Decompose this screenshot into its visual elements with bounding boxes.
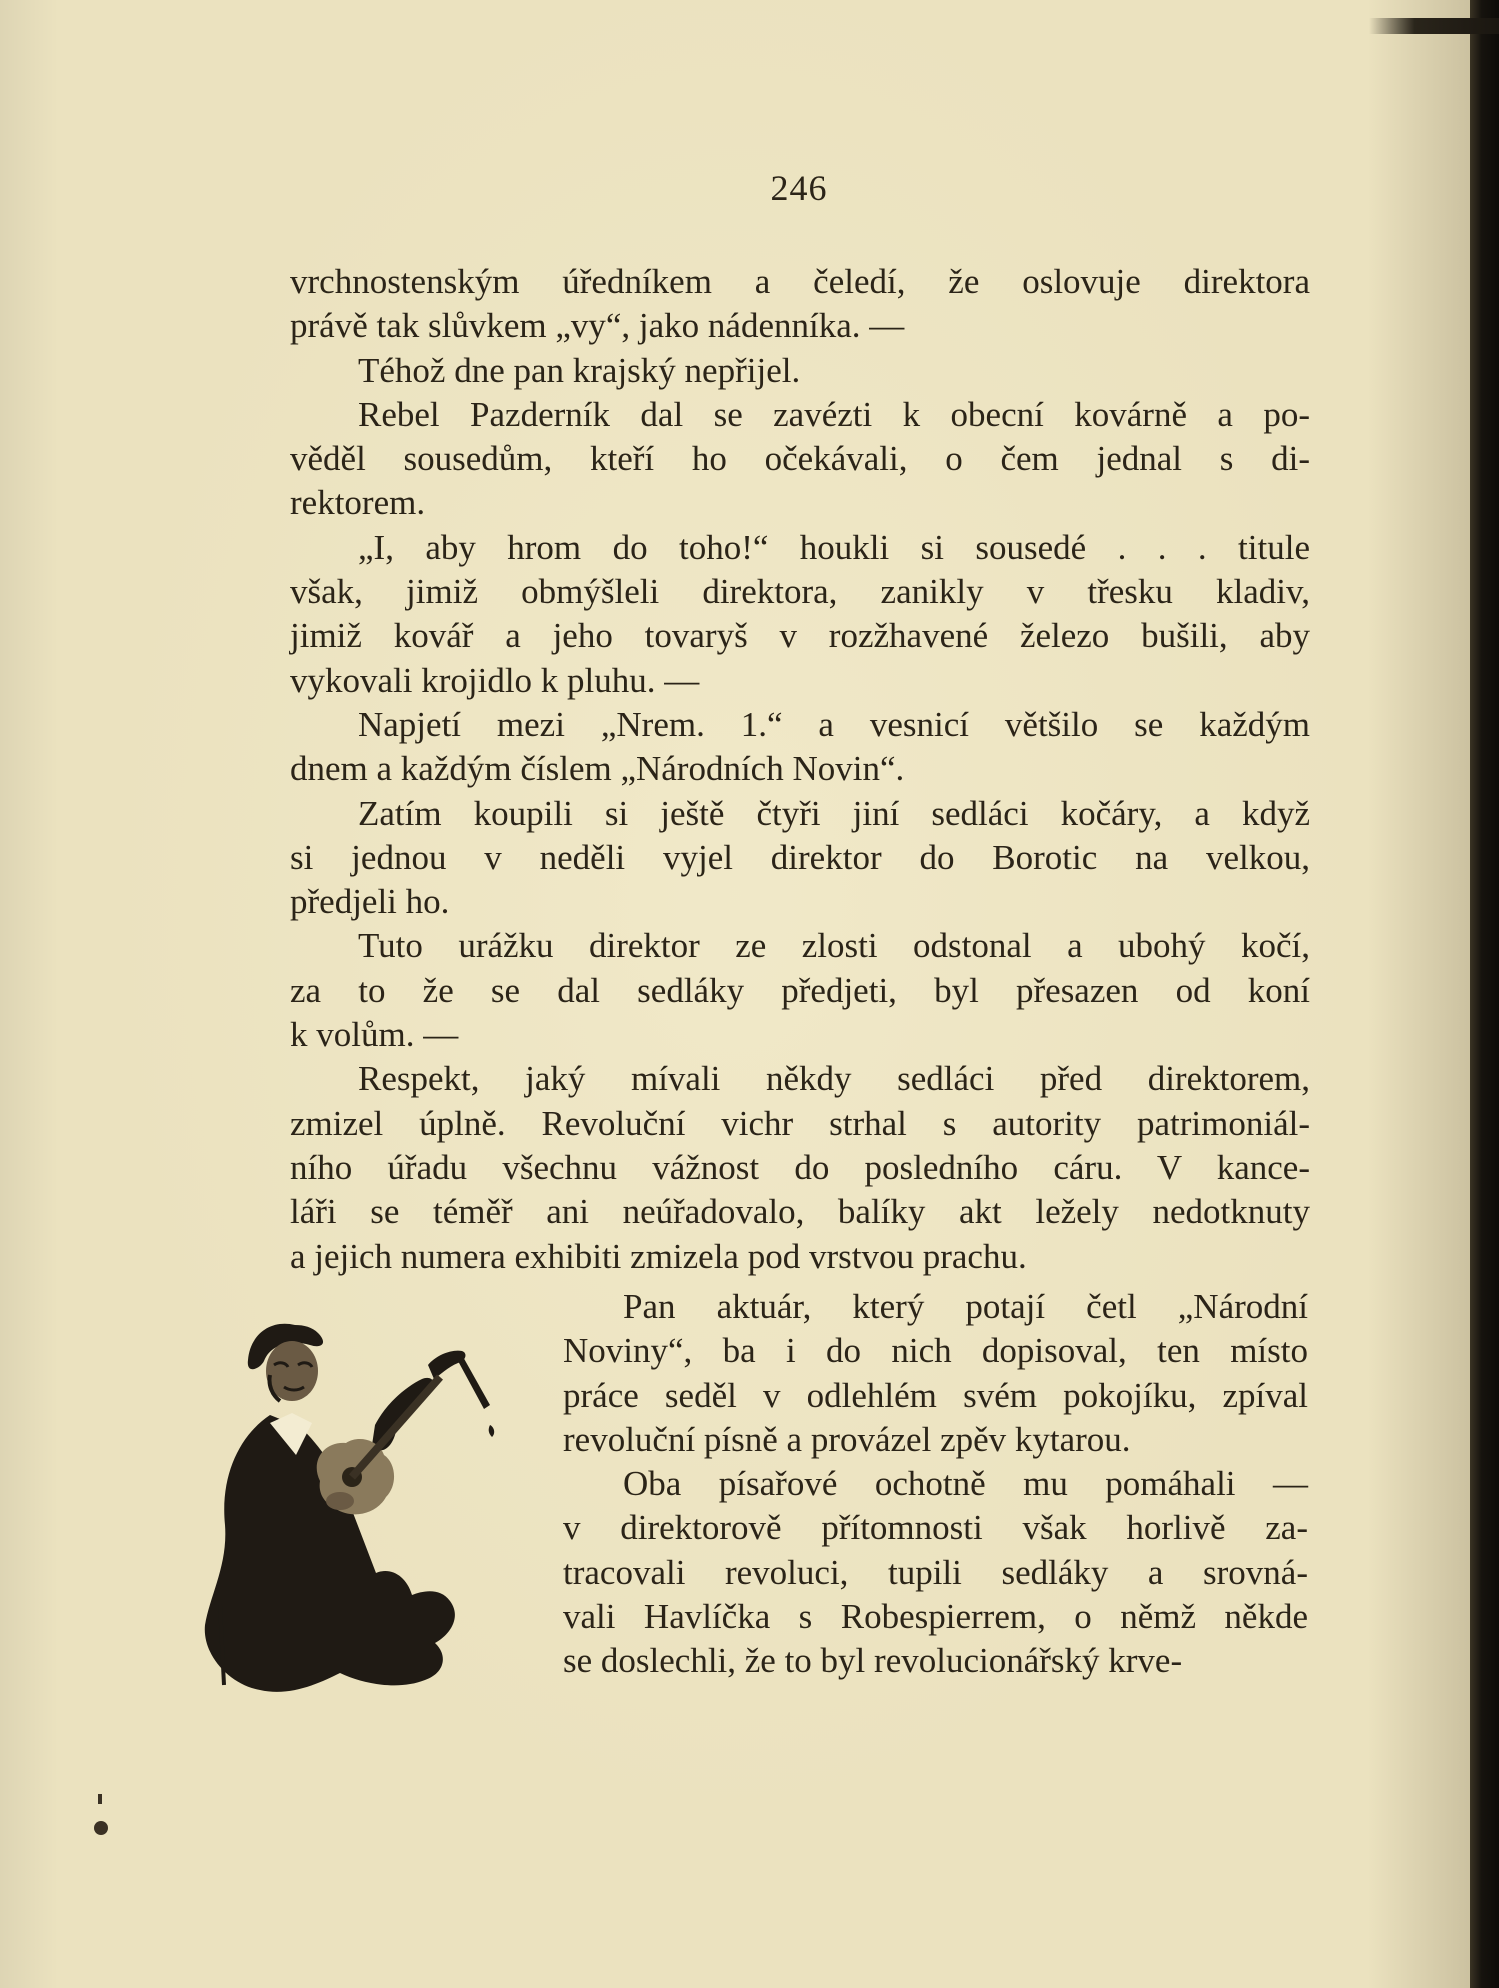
text-line: Rebel Pazderník dal se zavézti k obecní kovárně a po- (358, 394, 1310, 434)
text-line: v direktorově přítomnosti však horlivě za- (563, 1508, 1308, 1548)
text-line: a jejich numera exhibiti zmizela pod vrstvou prachu. (290, 1236, 1027, 1276)
text-line: právě tak slůvkem „vy“, jako nádenníka. — (290, 306, 905, 346)
text-line: se doslechli, že to byl revolucionářský krve- (563, 1641, 1183, 1681)
text-line: „I, aby hrom do toho!“ houkli si sousedé . . . titule (358, 527, 1310, 567)
text-line: za to že se dal sedláky předjeti, byl přesazen od koní (290, 970, 1310, 1010)
text-line: Zatím koupili si ještě čtyři jiní sedláci kočáry, a když (358, 793, 1310, 833)
text-line: Téhož dne pan krajský nepřijel. (358, 350, 801, 390)
guitar-player-illustration (200, 1305, 530, 1705)
text-line: láři se téměř ani neúřadovalo, balíky akt ležely nedotknuty (290, 1192, 1310, 1232)
text-line: práce seděl v odlehlém svém pokojíku, zpíval (563, 1375, 1308, 1415)
text-line: revoluční písně a provázel zpěv kytarou. (563, 1419, 1131, 1459)
body-text-wrapped (563, 1285, 1308, 1684)
text-line: zmizel úplně. Revoluční vichr strhal s autority patrimoniál- (290, 1103, 1310, 1143)
text-line: Oba písařové ochotně mu pomáhali — (623, 1464, 1308, 1504)
text-line: Noviny“, ba i do nich dopisoval, ten místo (563, 1331, 1308, 1371)
text-line: jimiž kovář a jeho tovaryš v rozžhavené železo bušili, aby (290, 616, 1310, 656)
text-line: rektorem. (290, 483, 426, 523)
text-line: tracovali revoluci, tupili sedláky a srovná- (563, 1552, 1308, 1592)
text-line: k volům. — (290, 1015, 459, 1055)
page-mark (92, 1790, 112, 1850)
text-line: Respekt, jaký mívali někdy sedláci před direktorem, (358, 1059, 1310, 1099)
page-edge-shadow (1369, 18, 1499, 34)
page-number: 246 (770, 168, 828, 208)
text-line: Napjetí mezi „Nrem. 1.“ a vesnicí většilo se každým (358, 704, 1310, 744)
text-line: věděl sousedům, kteří ho očekávali, o čem jednal s di- (290, 439, 1310, 479)
text-line: dnem a každým číslem „Národních Novin“. (290, 749, 905, 789)
text-line: ního úřadu všechnu vážnost do posledního cáru. V kance- (290, 1147, 1310, 1187)
text-line: Tuto urážku direktor ze zlosti odstonal a ubohý kočí, (358, 926, 1310, 966)
text-line: Pan aktuár, který potají četl „Národní (623, 1287, 1308, 1326)
text-line: vykovali krojidlo k pluhu. — (290, 660, 700, 700)
text-line: vrchnostenským úředníkem a čeledí, že oslovuje direktora (290, 262, 1310, 301)
text-line: si jednou v neděli vyjel direktor do Borotic na velkou, (290, 837, 1310, 877)
text-line: však, jimiž obmýšleli direktora, zanikly v třesku kladiv, (290, 572, 1310, 612)
text-line: předjeli ho. (290, 882, 450, 922)
body-text (290, 260, 1310, 1279)
text-line: vali Havlíčka s Robespierrem, o němž někde (563, 1597, 1308, 1637)
book-spine-shadow (1470, 0, 1499, 1988)
